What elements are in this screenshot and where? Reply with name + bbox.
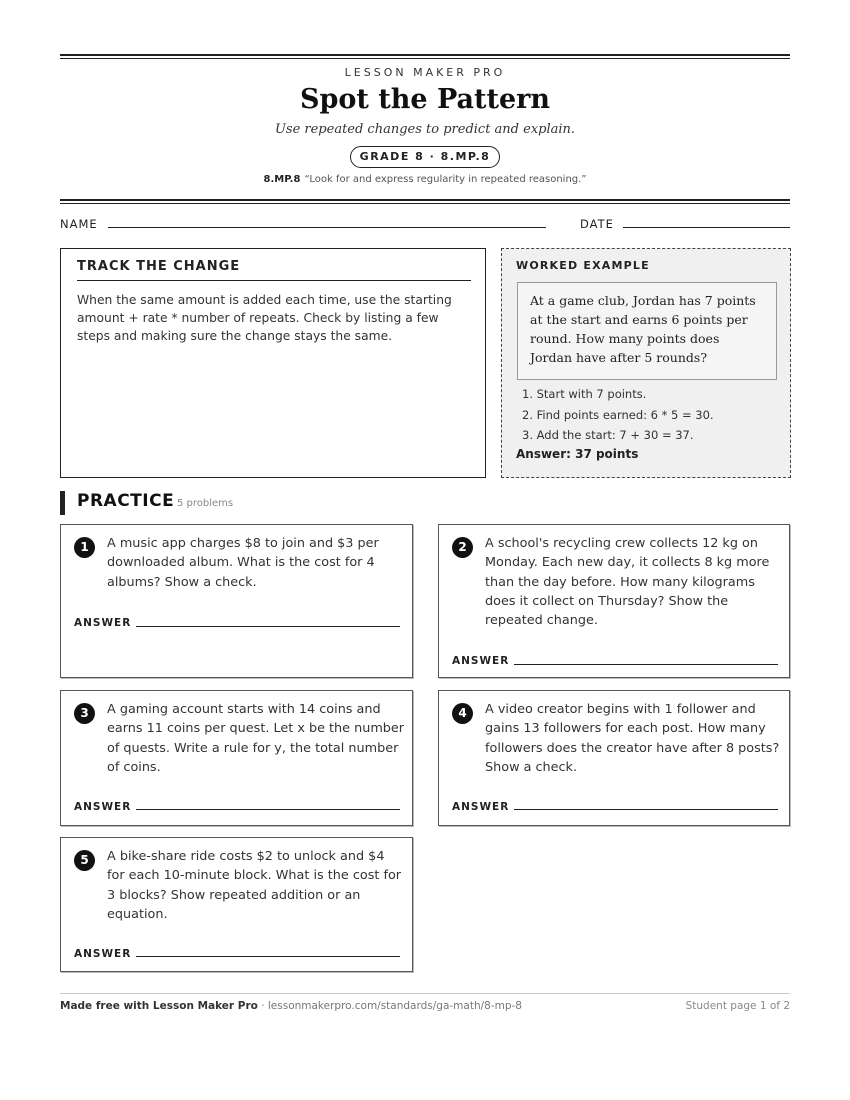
page-title: Spot the Pattern (300, 84, 550, 115)
worked-step: 2. Find points earned: 6 * 5 = 30. (522, 407, 714, 422)
answer-label: ANSWER (74, 948, 132, 960)
answer-label: ANSWER (452, 655, 510, 667)
worked-title: WORKED EXAMPLE (516, 259, 650, 272)
answer-line-4[interactable] (514, 809, 778, 810)
brand-name: LESSON MAKER PRO (344, 66, 506, 79)
practice-accent-bar (60, 491, 65, 515)
answer-line-1[interactable] (136, 626, 400, 627)
track-the-change-box (60, 248, 486, 478)
footer-made-with: Made free with Lesson Maker Pro (60, 1000, 258, 1012)
top-rule (60, 54, 790, 56)
track-body: When the same amount is added each time, use the starting amount + rate * number of repeats. Check by listing a few steps and making sure the change stays the same. (77, 293, 452, 343)
problem-text: A video creator begins with 1 follower and gains 13 followers for each post. How many followers does the creator have after 8 posts? Show a check. (485, 702, 780, 775)
standard-line (0, 174, 850, 185)
problem-card-3 (60, 690, 413, 826)
standard-code: 8.MP.8 (263, 174, 301, 185)
problem-number-badge: 4 (452, 703, 473, 724)
problem-card-4 (438, 690, 790, 826)
answer-line-2[interactable] (514, 664, 778, 665)
worked-step: 1. Start with 7 points. (522, 387, 647, 401)
answer-line-5[interactable] (136, 956, 400, 957)
page-subtitle: Use repeated changes to predict and explain. (274, 122, 576, 137)
worked-problem: At a game club, Jordan has 7 points at the start and earns 6 points per round. How many points does Jordan have after 5 rounds? (517, 282, 777, 380)
problem-number-badge: 3 (74, 703, 95, 724)
problem-text: A music app charges $8 to join and $3 per downloaded album. What is the cost for 4 albums? Show a check. (107, 536, 379, 590)
answer-label: ANSWER (74, 801, 132, 813)
answer-label: ANSWER (452, 801, 510, 813)
name-label: NAME (60, 217, 98, 231)
worked-steps (522, 384, 782, 446)
header-bottom-rule (60, 199, 790, 201)
answer-line-3[interactable] (136, 809, 400, 810)
problem-text: A gaming account starts with 14 coins and earns 11 coins per quest. Let x be the number of quests. Write a rule for y, the total number of coins. (107, 702, 405, 775)
answer-label: ANSWER (74, 617, 132, 629)
worked-example-box (501, 248, 791, 478)
problem-card-1 (60, 524, 413, 678)
track-title: TRACK THE CHANGE (77, 259, 471, 281)
problem-number-badge: 2 (452, 537, 473, 558)
footer-rule (60, 993, 790, 994)
problem-card-2 (438, 524, 790, 678)
problem-text: A bike-share ride costs $2 to unlock and $4 for each 10-minute block. What is the cost for 3 blocks? Show repeated addition or an equation. (107, 849, 402, 922)
worked-answer: Answer: 37 points (516, 447, 639, 461)
problem-text: A school's recycling crew collects 12 kg on Monday. Each new day, it collects 8 kg more than the day before. How many kilograms does it collect on Thursday? Show the repeated change. (485, 536, 770, 629)
grade-badge: GRADE 8 · 8.MP.8 (350, 146, 500, 168)
name-field[interactable] (108, 227, 546, 228)
problem-number-badge: 5 (74, 850, 95, 871)
standard-text: “Look for and express regularity in repeated reasoning.” (304, 174, 587, 185)
date-label: DATE (580, 217, 614, 231)
footer-url-link[interactable]: lessonmakerpro.com/standards/ga-math/8-mp-8 (267, 1000, 522, 1012)
footer-credit (60, 1000, 522, 1012)
practice-title: PRACTICE (77, 491, 175, 511)
footer-separator: · (257, 1000, 268, 1012)
problem-card-5 (60, 837, 413, 972)
date-field[interactable] (623, 227, 790, 228)
practice-count: 5 problems (177, 498, 234, 509)
problem-number-badge: 1 (74, 537, 95, 558)
worked-step: 3. Add the start: 7 + 30 = 37. (522, 428, 694, 442)
footer-page-number: Student page 1 of 2 (685, 1000, 790, 1012)
